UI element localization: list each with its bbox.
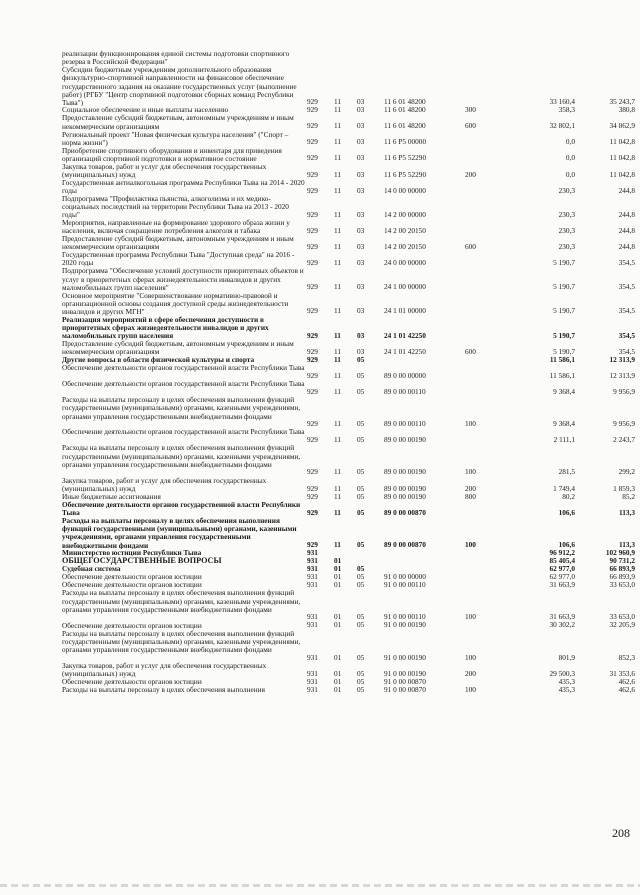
row-gr: 929 xyxy=(307,347,318,356)
row-name: Расходы на выплаты персоналу в целях обеспечения выполнения xyxy=(62,685,265,694)
row-vr: 100 xyxy=(465,540,476,549)
row-y2: 299,2 xyxy=(618,468,635,477)
table-row xyxy=(0,50,640,66)
row-y1: 96 912,2 xyxy=(549,548,575,557)
row-pr: 05 xyxy=(357,492,365,501)
row-cs: 89 0 00 00000 xyxy=(384,371,426,380)
row-cs: 14 0 00 00000 xyxy=(384,186,426,195)
row-rz: 11 xyxy=(334,106,342,115)
row-gr: 931 xyxy=(307,613,318,622)
row-gr: 929 xyxy=(307,122,318,131)
table-row xyxy=(0,557,640,565)
row-pr: 05 xyxy=(357,653,365,662)
row-y1: 435,3 xyxy=(558,685,575,694)
row-gr: 929 xyxy=(307,210,318,219)
row-y1: 9 368,4 xyxy=(553,420,575,429)
row-name: Расходы на выплаты персоналу в целях обеспечения выполнения функций государственными (муниципальными) органами, казенными учреждениями, органами управления государственными внебюджетными фондами xyxy=(62,444,301,469)
row-name: Закупка товаров, работ и услуг для обеспечения государственных (муниципальных) нужд xyxy=(62,476,267,493)
row-y2: 244,8 xyxy=(618,226,635,235)
row-gr: 929 xyxy=(307,283,318,292)
row-gr: 931 xyxy=(307,556,318,565)
row-rz: 01 xyxy=(334,653,342,662)
table-row xyxy=(0,630,640,662)
row-vr: 600 xyxy=(465,122,476,131)
row-pr: 05 xyxy=(357,468,365,477)
row-name: Обеспечение деятельности органов юстиции xyxy=(62,581,202,590)
table-row xyxy=(0,356,640,364)
row-pr: 05 xyxy=(357,565,365,574)
row-name: Предоставление субсидий бюджетным, автономным учреждениям и иным некоммерческим организациям xyxy=(62,339,294,356)
row-pr: 03 xyxy=(357,154,365,163)
table-row xyxy=(0,292,640,316)
row-y1: 106,6 xyxy=(558,540,575,549)
row-y2: 9 956,9 xyxy=(613,387,635,396)
table-row xyxy=(0,622,640,630)
page-number: 208 xyxy=(612,826,630,840)
row-y2: 102 960,9 xyxy=(605,548,635,557)
row-y1: 32 802,1 xyxy=(549,122,575,131)
row-rz: 01 xyxy=(334,613,342,622)
table-row xyxy=(0,163,640,179)
row-y1: 5 190,7 xyxy=(553,331,575,340)
row-gr: 931 xyxy=(307,677,318,686)
row-gr: 931 xyxy=(307,573,318,582)
row-y1: 435,3 xyxy=(558,677,575,686)
row-gr: 929 xyxy=(307,387,318,396)
row-name: Расходы на выплаты персоналу в целях обеспечения выполнения функций государственными (муниципальными) органами, казенными учреждениями, органами управления государственными внебюджетными фондами xyxy=(62,396,301,421)
row-name: Иные бюджетные ассигнования xyxy=(62,492,161,501)
table-row xyxy=(0,195,640,219)
row-gr: 929 xyxy=(307,484,318,493)
row-rz: 11 xyxy=(334,436,342,445)
row-name: Реализация мероприятий в сфере обеспечения доступности в приоритетных сферах жизнедеятельности инвалидов и других маломобильных групп населения xyxy=(62,315,269,340)
row-rz: 01 xyxy=(334,573,342,582)
table-row xyxy=(0,477,640,493)
row-name: Обеспечение деятельности органов государственной власти Республики Тыва xyxy=(62,500,301,517)
row-gr: 929 xyxy=(307,186,318,195)
row-rz: 01 xyxy=(334,685,342,694)
row-cs: 91 0 00 00000 xyxy=(384,573,426,582)
row-gr: 929 xyxy=(307,138,318,147)
row-rz: 01 xyxy=(334,581,342,590)
row-y1: 11 586,1 xyxy=(549,355,575,364)
row-y2: 66 893,9 xyxy=(609,565,635,574)
row-pr: 03 xyxy=(357,106,365,115)
row-pr: 03 xyxy=(357,226,365,235)
total-cs: 11 6 01 48200 xyxy=(384,98,426,107)
row-pr: 05 xyxy=(357,355,365,364)
row-gr: 929 xyxy=(307,492,318,501)
table-row xyxy=(0,131,640,147)
row-rz: 01 xyxy=(334,677,342,686)
row-pr: 03 xyxy=(357,138,365,147)
row-rz: 01 xyxy=(334,669,342,678)
row-name: Подпрограмма "Профилактика пьянства, алкоголизма и их медико-социальных последствий на территории Республики Тыва на 2013 - 2020 годы" xyxy=(62,194,289,220)
row-vr: 100 xyxy=(465,653,476,662)
row-name: Судебная система xyxy=(62,565,121,574)
row-rz: 11 xyxy=(334,170,342,179)
row-y2: 11 042,8 xyxy=(609,170,635,179)
row-gr: 929 xyxy=(307,154,318,163)
row-y1: 281,5 xyxy=(558,468,575,477)
row-vr: 200 xyxy=(465,484,476,493)
row-name: Обеспечение деятельности органов юстиции xyxy=(62,573,202,582)
row-pr: 03 xyxy=(357,210,365,219)
row-rz: 11 xyxy=(334,210,342,219)
row-pr: 03 xyxy=(357,331,365,340)
row-y2: 462,6 xyxy=(618,685,635,694)
row-y2: 33 653,0 xyxy=(609,613,635,622)
row-y2: 244,8 xyxy=(618,210,635,219)
row-vr: 200 xyxy=(465,170,476,179)
row-rz: 01 xyxy=(334,621,342,630)
row-pr: 03 xyxy=(357,259,365,268)
row-cs: 89 0 00 00190 xyxy=(384,484,426,493)
table-row xyxy=(0,251,640,267)
row-cs: 11 6 P5 52290 xyxy=(384,170,427,179)
row-name: Подпрограмма "Обеспечение условий доступности приоритетных объектов и услуг в приоритетных сферах жизнедеятельности инвалидов и других маломобильных групп населения" xyxy=(62,267,304,292)
row-name: Обеспечение деятельности органов государственной власти Республики Тыва xyxy=(62,363,305,372)
row-cs: 91 0 00 00870 xyxy=(384,677,426,686)
row-name: реализации функционирования единой системы подготовки спортивного резерва в Российской Федерации" xyxy=(62,50,290,67)
table-row xyxy=(0,565,640,573)
row-y2: 33 653,0 xyxy=(609,581,635,590)
row-pr: 05 xyxy=(357,677,365,686)
table-row xyxy=(0,364,640,380)
row-gr: 929 xyxy=(307,307,318,316)
row-cs: 91 0 00 00190 xyxy=(384,669,426,678)
table-row xyxy=(0,147,640,163)
row-gr: 929 xyxy=(307,355,318,364)
table-row xyxy=(0,316,640,340)
row-gr: 929 xyxy=(307,508,318,517)
table-row xyxy=(0,444,640,476)
row-gr: 929 xyxy=(307,468,318,477)
row-gr: 929 xyxy=(307,540,318,549)
row-vr: 100 xyxy=(465,685,476,694)
row-cs: 89 0 00 00190 xyxy=(384,468,426,477)
row-cs: 24 1 01 00000 xyxy=(384,307,426,316)
row-name: Государственная антиалкогольная программа Республики Тыва на 2014 - 2020 годы xyxy=(62,178,305,195)
table-row xyxy=(0,501,640,517)
table-row xyxy=(0,106,640,114)
row-rz: 11 xyxy=(334,371,342,380)
row-gr: 929 xyxy=(307,331,318,340)
row-pr: 05 xyxy=(357,508,365,517)
row-cs: 14 2 00 20150 xyxy=(384,226,426,235)
row-name: Региональный проект "Новая физическая культура населения" ("Спорт –норма жизни") xyxy=(62,130,289,147)
row-y2: 85,2 xyxy=(622,492,635,501)
row-cs: 89 0 00 00870 xyxy=(384,540,426,549)
row-rz: 11 xyxy=(334,186,342,195)
row-y1: 85 405,4 xyxy=(549,556,575,565)
row-rz: 11 xyxy=(334,226,342,235)
row-name: Закупка товаров, работ и услуг для обеспечения государственных (муниципальных) нужд xyxy=(62,162,267,179)
row-y2: 12 313,9 xyxy=(609,371,635,380)
row-y1: 5 190,7 xyxy=(553,347,575,356)
row-vr: 600 xyxy=(465,243,476,252)
row-gr: 931 xyxy=(307,581,318,590)
row-rz: 11 xyxy=(334,508,341,517)
row-rz: 11 xyxy=(334,468,342,477)
table-row xyxy=(0,549,640,557)
row-pr: 03 xyxy=(357,170,365,179)
row-cs: 91 0 00 00190 xyxy=(384,653,426,662)
row-y2: 11 042,8 xyxy=(609,138,635,147)
row-vr: 100 xyxy=(465,420,476,429)
row-y1: 31 663,9 xyxy=(549,613,575,622)
row-name: ОБЩЕГОСУДАРСТВЕННЫЕ ВОПРОСЫ xyxy=(62,557,222,566)
row-name: Мероприятия, направленные на формирование здорового образа жизни у населения, включая сокращение потребления алкоголя и табака xyxy=(62,219,290,236)
row-pr: 03 xyxy=(357,347,365,356)
row-gr: 929 xyxy=(307,226,318,235)
row-name: Социальное обеспечение и иные выплаты населению xyxy=(62,106,229,115)
table-row xyxy=(0,114,640,130)
row-gr: 931 xyxy=(307,548,318,557)
row-y2: 11 042,8 xyxy=(609,154,635,163)
row-pr: 03 xyxy=(357,307,365,316)
row-rz: 11 xyxy=(334,492,342,501)
row-pr: 03 xyxy=(357,243,365,252)
row-rz: 11 xyxy=(334,243,342,252)
row-vr: 300 xyxy=(465,106,476,115)
total-y2: 35 243,7 xyxy=(609,98,635,107)
row-cs: 24 1 01 42250 xyxy=(384,347,426,356)
table-row xyxy=(0,686,640,694)
row-name: Основное мероприятие "Совершенствование нормативно-правовой и организационной основы создания доступной среды жизнедеятельности инвалидов и других МГН" xyxy=(62,291,289,316)
row-gr: 931 xyxy=(307,653,318,662)
row-name: Обеспечение деятельности органов государственной власти Республики Тыва xyxy=(62,428,305,437)
row-pr: 05 xyxy=(357,581,365,590)
total-y1: 33 160,4 xyxy=(549,98,575,107)
row-pr: 05 xyxy=(357,420,365,429)
row-name: Предоставление субсидий бюджетным, автономным учреждениям и иным некоммерческим организациям xyxy=(62,235,294,252)
row-y1: 230,3 xyxy=(558,186,575,195)
row-gr: 931 xyxy=(307,685,318,694)
row-cs: 91 0 00 00190 xyxy=(384,621,426,630)
table-row xyxy=(0,517,640,549)
row-y1: 80,2 xyxy=(562,492,575,501)
table-row xyxy=(0,678,640,686)
page-bottom-edge xyxy=(0,884,640,887)
row-y2: 1 859,3 xyxy=(613,484,635,493)
row-rz: 11 xyxy=(334,307,342,316)
row-gr: 929 xyxy=(307,436,318,445)
row-y2: 113,3 xyxy=(618,508,635,517)
row-y2: 354,5 xyxy=(618,331,635,340)
table-row xyxy=(0,340,640,356)
row-rz: 01 xyxy=(334,556,342,565)
row-y2: 2 243,7 xyxy=(613,436,635,445)
table-row xyxy=(0,380,640,396)
row-y1: 358,3 xyxy=(558,106,575,115)
row-pr: 03 xyxy=(357,122,365,131)
table-row xyxy=(0,235,640,251)
row-y1: 30 302,2 xyxy=(549,621,575,630)
table-row xyxy=(0,581,640,589)
row-name: Министерство юстиции Республики Тыва xyxy=(62,549,202,558)
row-cs: 24 1 00 00000 xyxy=(384,283,426,292)
row-name: Другие вопросы в области физической культуры и спорта xyxy=(62,355,255,364)
row-name: Расходы на выплаты персоналу в целях обеспечения выполнения функций государственными (муниципальными) органами, казенными учреждениями, органами управления государственными внебюджетными фондами xyxy=(62,589,301,614)
total-rz: 11 xyxy=(334,98,342,107)
row-rz: 11 xyxy=(334,387,342,396)
row-y2: 852,3 xyxy=(618,653,635,662)
row-y1: 5 190,7 xyxy=(553,283,575,292)
row-rz: 11 xyxy=(334,540,341,549)
row-gr: 929 xyxy=(307,420,318,429)
row-y1: 62 977,0 xyxy=(549,565,575,574)
row-gr: 929 xyxy=(307,371,318,380)
row-pr: 03 xyxy=(357,283,365,292)
row-y1: 31 663,9 xyxy=(549,581,575,590)
row-y1: 801,9 xyxy=(558,653,575,662)
total-pr: 03 xyxy=(357,98,365,107)
row-y1: 2 111,1 xyxy=(553,436,575,445)
row-y1: 11 586,1 xyxy=(549,371,575,380)
row-cs: 24 1 01 42250 xyxy=(384,331,426,340)
row-y2: 34 862,9 xyxy=(609,122,635,131)
row-y1: 9 368,4 xyxy=(553,387,575,396)
table-row xyxy=(0,428,640,444)
row-rz: 11 xyxy=(334,138,342,147)
row-y1: 230,3 xyxy=(558,226,575,235)
table-row xyxy=(0,493,640,501)
row-y2: 354,5 xyxy=(618,259,635,268)
row-cs: 91 0 00 00110 xyxy=(384,581,426,590)
row-gr: 929 xyxy=(307,243,318,252)
row-y2: 354,5 xyxy=(618,307,635,316)
table-row xyxy=(0,573,640,581)
row-pr: 05 xyxy=(357,685,365,694)
row-cs: 11 6 P5 00000 xyxy=(384,138,427,147)
row-cs: 11 6 01 48200 xyxy=(384,106,426,115)
row-pr: 05 xyxy=(357,573,365,582)
row-pr: 05 xyxy=(357,371,365,380)
row-rz: 11 xyxy=(334,122,342,131)
row-y1: 230,3 xyxy=(558,243,575,252)
row-name: Обеспечение деятельности органов юстиции xyxy=(62,621,202,630)
row-y2: 354,5 xyxy=(618,283,635,292)
table-row xyxy=(0,179,640,195)
row-y2: 31 353,6 xyxy=(609,669,635,678)
row-name: Обеспечение деятельности органов государственной власти Республики Тыва xyxy=(62,380,305,389)
row-gr: 931 xyxy=(307,621,318,630)
row-name: Государственная программа Республики Тыва "Доступная среда" на 2016 - 2020 годы xyxy=(62,251,295,268)
row-rz: 01 xyxy=(334,565,342,574)
row-y1: 106,6 xyxy=(558,508,575,517)
row-cs: 14 2 00 20150 xyxy=(384,243,426,252)
row-rz: 11 xyxy=(334,420,342,429)
row-y2: 66 893,9 xyxy=(609,573,635,582)
row-y2: 9 956,9 xyxy=(613,420,635,429)
row-pr: 05 xyxy=(357,669,365,678)
row-y2: 90 731,2 xyxy=(609,556,635,565)
row-cs: 89 0 00 00190 xyxy=(384,436,426,445)
row-y2: 12 313,9 xyxy=(609,355,635,364)
table-row xyxy=(0,219,640,235)
row-pr: 05 xyxy=(357,436,365,445)
row-cs: 14 2 00 00000 xyxy=(384,210,426,219)
row-pr: 05 xyxy=(357,484,365,493)
row-pr: 03 xyxy=(357,186,365,195)
row-gr: 929 xyxy=(307,259,318,268)
row-y1: 0,0 xyxy=(565,170,575,179)
row-rz: 11 xyxy=(334,484,342,493)
row-y2: 32 205,9 xyxy=(609,621,635,630)
row-cs: 89 0 00 00110 xyxy=(384,387,426,396)
row-vr: 100 xyxy=(465,613,476,622)
row-gr: 929 xyxy=(307,106,318,115)
row-name: Расходы на выплаты персоналу в целях обеспечения выполнения функций государственными (муниципальными) органами, казенными учреждениями, органами управления государственными внебюджетными фондами xyxy=(62,629,301,654)
row-y1: 1 749,4 xyxy=(553,484,575,493)
row-rz: 11 xyxy=(334,283,342,292)
row-y1: 0,0 xyxy=(565,138,575,147)
row-rz: 11 xyxy=(334,331,341,340)
total-gr: 929 xyxy=(307,98,318,107)
row-rz: 11 xyxy=(334,347,342,356)
row-y2: 113,3 xyxy=(618,540,635,549)
row-name: Расходы на выплаты персоналу в целях обеспечения выполнения функций государственными (муниципальными) органами, казенными учреждениями, органами управления государственными внебюджетными фондами xyxy=(62,516,297,550)
row-name: Приобретение спортивного оборудования и инвентаря для приведения организаций спортивной подготовки в нормативное состояние xyxy=(62,146,282,163)
row-cs: 24 0 00 00000 xyxy=(384,259,426,268)
row-vr: 100 xyxy=(465,468,476,477)
row-vr: 200 xyxy=(465,669,476,678)
row-y2: 462,6 xyxy=(618,677,635,686)
row-gr: 929 xyxy=(307,170,318,179)
row-y1: 29 500,3 xyxy=(549,669,575,678)
table-row xyxy=(0,267,640,291)
row-y1: 5 190,7 xyxy=(553,307,575,316)
row-pr: 05 xyxy=(357,540,365,549)
row-cs: 11 6 01 48200 xyxy=(384,122,426,131)
row-vr: 800 xyxy=(465,492,476,501)
row-name: Закупка товаров, работ и услуг для обеспечения государственных (муниципальных) нужд xyxy=(62,661,267,678)
row-name: Субсидии бюджетным учреждениям дополнительного образования физкультурно-спортивной направленности на финансовое обеспечение государственного задания на оказание государственных услуг (выполнение работ) (РГБУ "Центр спортивной подготовки сборных команд Республики Тыва") xyxy=(62,66,297,107)
row-cs: 11 6 P5 52290 xyxy=(384,154,427,163)
row-cs: 89 0 00 00110 xyxy=(384,420,426,429)
row-y1: 0,0 xyxy=(565,154,575,163)
row-cs: 89 0 00 00870 xyxy=(384,508,426,517)
row-y1: 230,3 xyxy=(558,210,575,219)
row-name: Предоставление субсидий бюджетным, автономным учреждениям и иным некоммерческим организациям xyxy=(62,114,294,131)
row-pr: 05 xyxy=(357,613,365,622)
row-rz: 11 xyxy=(334,259,342,268)
row-vr: 600 xyxy=(465,347,476,356)
row-gr: 931 xyxy=(307,669,318,678)
table-row xyxy=(0,662,640,678)
table-row xyxy=(0,589,640,621)
row-y2: 380,8 xyxy=(618,106,635,115)
row-rz: 11 xyxy=(334,355,341,364)
table-row xyxy=(0,396,640,428)
row-cs: 91 0 00 00870 xyxy=(384,685,426,694)
row-cs: 91 0 00 00110 xyxy=(384,613,426,622)
row-y1: 62 977,0 xyxy=(549,573,575,582)
row-y2: 354,5 xyxy=(618,347,635,356)
row-pr: 05 xyxy=(357,621,365,630)
row-y1: 5 190,7 xyxy=(553,259,575,268)
row-rz: 11 xyxy=(334,154,342,163)
row-y2: 244,8 xyxy=(618,186,635,195)
row-name: Обеспечение деятельности органов юстиции xyxy=(62,677,202,686)
row-cs: 89 0 00 00190 xyxy=(384,492,426,501)
row-gr: 931 xyxy=(307,565,318,574)
row-pr: 05 xyxy=(357,387,365,396)
table-row-total xyxy=(0,98,640,106)
row-y2: 244,8 xyxy=(618,243,635,252)
